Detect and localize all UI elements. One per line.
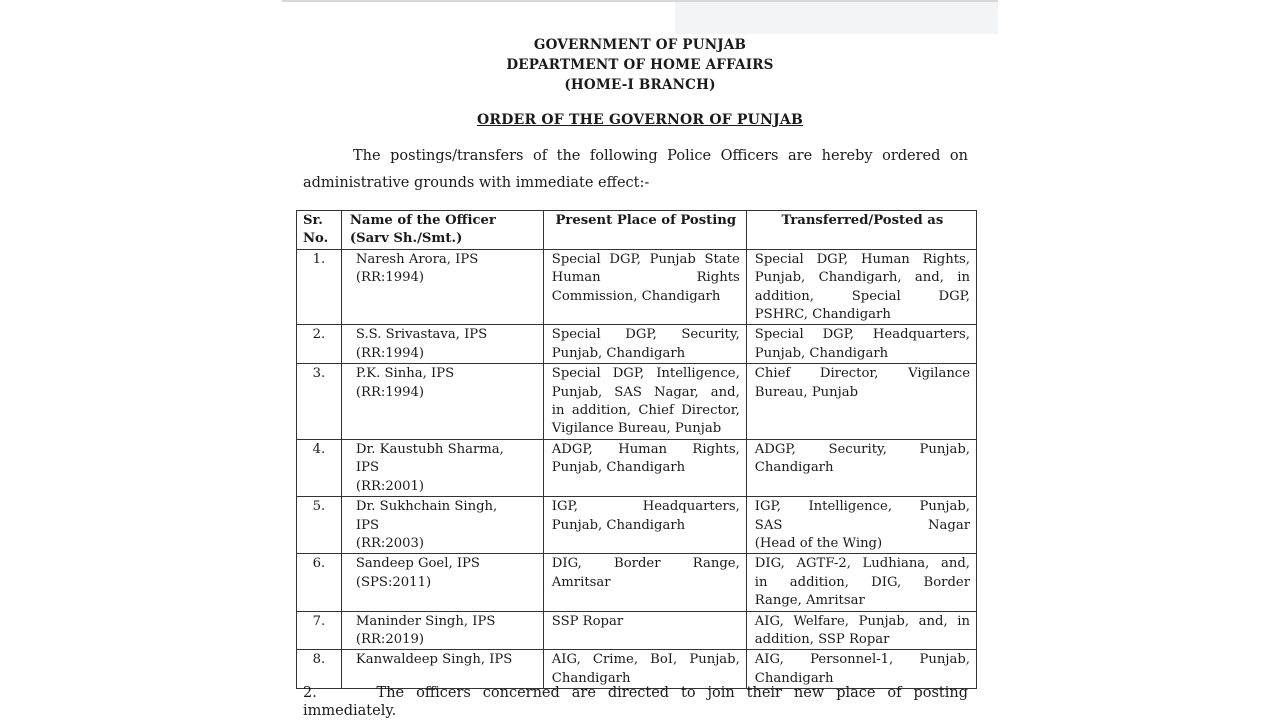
cell-sr-no: 2. [297,325,342,364]
cell-line: (RR:2003) [355,535,425,551]
cell-line: IPS [355,517,379,533]
table-row [297,439,977,496]
cell-line: Special DGP, Punjab State [551,251,740,267]
cell-sr-no: 8. [297,650,342,689]
cell-line: DIG, Border Range, [551,556,740,572]
transfers-table [296,210,977,689]
table-row [297,650,977,689]
cell-line: (SPS:2011) [355,574,432,590]
cell-line: Human Rights [551,270,740,286]
cell-transferred-as [746,554,976,611]
table-row [297,554,977,611]
cell-line: IGP, Intelligence, Punjab, [754,499,970,515]
cell-line: DIG, AGTF-2, Ludhiana, and, [754,556,970,572]
intro-line-2: administrative grounds with immediate effect:- [303,175,650,191]
cell-transferred-as [746,364,976,440]
cell-line: Amritsar [551,574,611,590]
cell-line: Special DGP, Intelligence, [551,366,740,382]
intro-paragraph [303,143,968,197]
cell-line: Sandeep Goel, IPS [355,556,480,572]
cell-line: AIG, Personnel-1, Punjab, [754,652,970,668]
cell-line: SSP Ropar [551,613,624,629]
cell-line: Chandigarh [551,670,631,686]
cell-present-posting [543,611,746,650]
cell-line: S.S. Srivastava, IPS [355,327,488,343]
cell-line: Kanwaldeep Singh, IPS [355,652,513,668]
cell-officer-name [341,249,543,325]
cell-transferred-as [746,325,976,364]
table-header-row [297,211,977,250]
cell-line: addition, Special DGP, [754,288,970,304]
cell-present-posting [543,325,746,364]
cell-line: Punjab, SAS Nagar, and, [551,384,740,400]
dept-heading: DEPARTMENT OF HOME AFFAIRS [506,57,774,73]
cell-officer-name [341,611,543,650]
cell-line: Range, Amritsar [754,593,865,609]
cell-line: PSHRC, Chandigarh [754,307,891,323]
cell-line: IPS [355,460,379,476]
cell-line: (RR:2019) [355,631,425,647]
directive-line-2: immediately. [303,703,397,719]
table-row [297,611,977,650]
table-row [297,364,977,440]
cell-sr-no: 6. [297,554,342,611]
cell-line: (Sarv Sh./Smt.) [349,231,463,247]
cell-present-posting [543,554,746,611]
cell-officer-name [341,497,543,554]
table-row [297,249,977,325]
header-present-posting [543,211,746,250]
cell-transferred-as [746,650,976,689]
cell-line: AIG, Crime, BoI, Punjab, [551,652,740,668]
cell-line: Punjab, Chandigarh [551,460,686,476]
header-sr-no [297,211,342,250]
cell-line: Present Place of Posting [555,213,737,228]
cell-transferred-as [746,249,976,325]
cell-line: Punjab, Chandigarh [551,517,686,533]
header-transferred-as [746,211,976,250]
cell-present-posting [543,650,746,689]
directive-line-1: 2. The officers concerned are directed to join their new place of posting [303,685,968,701]
cell-line: Maninder Singh, IPS [355,613,496,629]
cell-present-posting [543,497,746,554]
cell-transferred-as [746,497,976,554]
cell-line: Sr. [303,213,323,228]
cell-sr-no: 7. [297,611,342,650]
cell-officer-name [341,554,543,611]
cell-line: Bureau, Punjab [754,384,859,400]
cell-line: P.K. Sinha, IPS [355,366,455,382]
cell-officer-name [341,650,543,689]
cell-line: (RR:1994) [355,270,425,286]
cell-present-posting [543,364,746,440]
cell-sr-no: 5. [297,497,342,554]
cell-line: (RR:1994) [355,345,425,361]
cell-sr-no: 4. [297,439,342,496]
header-officer-name [341,211,543,250]
cell-transferred-as [746,439,976,496]
cell-line: Punjab, Chandigarh [551,345,686,361]
cell-line: Special DGP, Security, [551,327,740,343]
cell-line: Commission, Chandigarh [551,288,721,304]
cell-line: No. [303,231,329,247]
cell-sr-no: 3. [297,364,342,440]
cell-line: Name of the Officer [349,213,496,228]
cell-line: (RR:1994) [355,384,425,400]
table-row [297,325,977,364]
cell-line: addition, SSP Ropar [754,631,890,647]
cell-line: Dr. Kaustubh Sharma, [355,441,504,457]
branch-heading: (HOME-I BRANCH) [564,77,716,93]
cell-line: in addition, Chief Director, [551,403,740,419]
table-row [297,497,977,554]
directive-paragraph [303,684,968,720]
cell-sr-no: 1. [297,249,342,325]
cell-line: Punjab, Chandigarh [754,345,889,361]
cell-officer-name [341,325,543,364]
govt-heading: GOVERNMENT OF PUNJAB [533,37,747,53]
cell-transferred-as [746,611,976,650]
cell-line: Punjab, Chandigarh, and, in [754,270,970,286]
cell-line: ADGP, Security, Punjab, [754,441,970,457]
cell-present-posting [543,439,746,496]
cell-present-posting [543,249,746,325]
cell-line: Chandigarh [754,670,834,686]
cell-officer-name [341,364,543,440]
cell-line: Special DGP, Headquarters, [754,327,970,343]
cell-line: Dr. Sukhchain Singh, [355,499,498,515]
cell-line: (RR:2001) [355,478,425,494]
cell-line: Special DGP, Human Rights, [754,251,970,267]
cell-line: (Head of the Wing) [754,535,883,551]
cell-line: SAS Nagar [754,517,970,533]
intro-line-1: The postings/transfers of the following Police Officers are hereby ordered on [353,148,968,164]
cell-line: AIG, Welfare, Punjab, and, in [754,613,970,629]
cell-line: in addition, DIG, Border [754,574,970,590]
cell-line: Transferred/Posted as [781,213,944,228]
cell-line: Chief Director, Vigilance [754,366,970,382]
cell-line: Chandigarh [754,460,834,476]
cell-line: ADGP, Human Rights, [551,441,740,457]
order-title: ORDER OF THE GOVERNOR OF PUNJAB [477,112,803,128]
cell-line: Naresh Arora, IPS [355,251,479,267]
cell-officer-name [341,439,543,496]
top-gray-region [675,2,998,34]
cell-line: Vigilance Bureau, Punjab [551,421,722,437]
cell-line: IGP, Headquarters, [551,499,740,515]
